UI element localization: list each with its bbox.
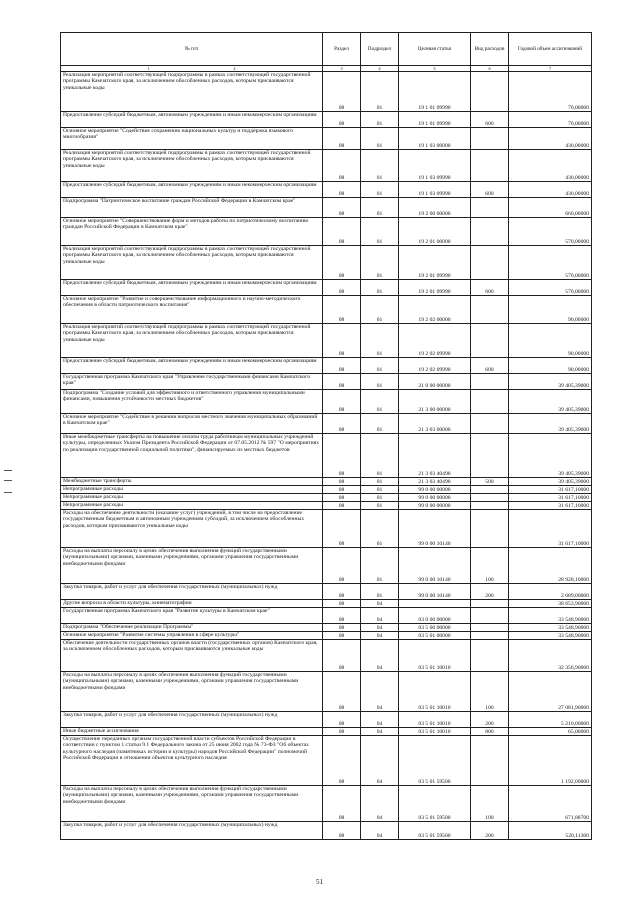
margin-mark <box>4 470 12 471</box>
row-amount: 31 617,10000 <box>509 494 592 502</box>
row-amount: 430,00000 <box>509 150 592 182</box>
row-name: Реализация мероприятий соответствующей подпрограммы в рамках соответствующей государственной программы Камчатского края, за исключением обособленных расходов, которым присваиваются уникальные коды <box>61 324 323 358</box>
row-expense-type <box>471 390 509 414</box>
row-name: Другие вопросы в области культуры, кинематографии <box>61 600 323 608</box>
row-podrazdel: 01 <box>361 128 399 150</box>
row-razdel: 08 <box>323 390 361 414</box>
row-expense-type <box>471 198 509 218</box>
row-name: Реализация мероприятий соответствующей подпрограммы в рамках соответствующей государственной программы Камчатского края, за исключением обособленных расходов, которым присваиваются уникальные коды <box>61 72 323 112</box>
row-podrazdel: 01 <box>361 358 399 374</box>
row-expense-type <box>471 600 509 608</box>
row-target-article: 03 5 01 59500 <box>399 736 471 786</box>
row-podrazdel: 04 <box>361 728 399 736</box>
row-amount: 520,11300 <box>509 822 592 840</box>
row-amount: 32 356,90000 <box>509 640 592 672</box>
row-podrazdel: 04 <box>361 640 399 672</box>
row-amount: 33 548,90000 <box>509 608 592 624</box>
row-name: Подпрограмма "Патриотическое воспитание граждан Российской Федерации в Камчатском крае" <box>61 198 323 218</box>
index-cell: 3 <box>323 66 361 72</box>
table-row <box>61 246 592 280</box>
row-name: Закупка товаров, работ и услуг для обеспечения государственных (муниципальных) нужд <box>61 712 323 728</box>
row-amount: 660,00000 <box>509 198 592 218</box>
row-target-article: 19 1 03 00000 <box>399 128 471 150</box>
row-expense-type <box>471 246 509 280</box>
row-name: Подпрограмма "Обеспечение реализации Программы" <box>61 624 323 632</box>
row-expense-type <box>471 736 509 786</box>
row-target-article: 03 0 00 00000 <box>399 608 471 624</box>
row-target-article: 19 2 01 09990 <box>399 280 471 296</box>
row-razdel: 08 <box>323 632 361 640</box>
row-target-article: 99 0 00 10140 <box>399 548 471 584</box>
row-target-article: 19 1 01 09990 <box>399 112 471 128</box>
row-expense-type: 200 <box>471 712 509 728</box>
table-row <box>61 510 592 548</box>
row-razdel: 08 <box>323 72 361 112</box>
row-name: Основное мероприятие "Развитие системы управления в сфере культуры" <box>61 632 323 640</box>
table-row <box>61 632 592 640</box>
row-podrazdel: 01 <box>361 72 399 112</box>
table-row <box>61 218 592 246</box>
row-podrazdel: 04 <box>361 600 399 608</box>
table-row <box>61 822 592 840</box>
row-target-article: 99 0 00 00000 <box>399 502 471 510</box>
row-razdel: 08 <box>323 414 361 434</box>
row-name: Расходы на выплаты персоналу в целях обеспечения выполнения функций государственными (муниципальными) органами, казенными учреждениями, органами управления государственными внебюджетными фондами <box>61 548 323 584</box>
row-amount: 28 928,10000 <box>509 548 592 584</box>
row-name: Государственная программа Камчатского края "Развитие культуры в Камчатском крае" <box>61 608 323 624</box>
row-name: Основное мероприятие "Развитие и совершенствование информационного и научно-методического обеспечения в области патриотического воспитания" <box>61 296 323 324</box>
row-name: Предоставление субсидий бюджетным, автономным учреждениям и иным некоммерческим организациям <box>61 182 323 198</box>
row-podrazdel: 01 <box>361 510 399 548</box>
budget-table <box>60 32 592 840</box>
row-podrazdel: 01 <box>361 434 399 478</box>
row-name: Основное мероприятие "Совершенствование форм и методов работы по патриотическому воспитанию граждан Российской Федерации в Камчатском крае" <box>61 218 323 246</box>
row-amount: 90,00000 <box>509 296 592 324</box>
row-name: Расходы на обеспечение деятельности (оказание услуг) учреждений, в том числе на предоставление государственным бюджетным и автономным учреждениям субсидий, за исключением обособленных расходов, которым присваиваются уникальные коды <box>61 510 323 548</box>
row-razdel: 08 <box>323 198 361 218</box>
row-expense-type: 600 <box>471 358 509 374</box>
row-amount: 1 192,00000 <box>509 736 592 786</box>
row-target-article: 21 3 03 00000 <box>399 414 471 434</box>
row-razdel: 08 <box>323 510 361 548</box>
row-razdel: 08 <box>323 640 361 672</box>
row-podrazdel: 01 <box>361 478 399 486</box>
table-body <box>61 72 592 840</box>
row-amount: 671,88700 <box>509 786 592 822</box>
row-target-article: 03 5 01 59500 <box>399 822 471 840</box>
row-podrazdel: 01 <box>361 112 399 128</box>
row-amount: 33 548,90000 <box>509 632 592 640</box>
row-razdel: 08 <box>323 786 361 822</box>
row-razdel: 08 <box>323 358 361 374</box>
col-header-name: № п/п <box>61 33 323 66</box>
row-expense-type: 200 <box>471 584 509 600</box>
table-row <box>61 624 592 632</box>
row-expense-type <box>471 414 509 434</box>
index-cell: 6 <box>471 66 509 72</box>
row-target-article: 03 5 01 00000 <box>399 632 471 640</box>
row-amount: 39 405,39000 <box>509 414 592 434</box>
row-razdel: 08 <box>323 280 361 296</box>
table-row <box>61 434 592 478</box>
row-expense-type <box>471 494 509 502</box>
row-amount: 70,00000 <box>509 112 592 128</box>
row-name: Межбюджетные трансферты <box>61 478 323 486</box>
row-target-article: 03 5 01 59500 <box>399 786 471 822</box>
col-header-podrazdel: Подраздел <box>361 33 399 66</box>
row-amount: 31 617,10000 <box>509 486 592 494</box>
row-expense-type <box>471 150 509 182</box>
table-row <box>61 584 592 600</box>
table-row <box>61 728 592 736</box>
table-row <box>61 198 592 218</box>
table-row <box>61 786 592 822</box>
row-name: Предоставление субсидий бюджетным, автономным учреждениям и иным некоммерческим организациям <box>61 280 323 296</box>
table-row <box>61 72 592 112</box>
row-podrazdel: 01 <box>361 414 399 434</box>
row-expense-type: 100 <box>471 672 509 712</box>
row-amount: 65,00000 <box>509 728 592 736</box>
row-target-article: 19 2 01 09990 <box>399 246 471 280</box>
row-razdel: 08 <box>323 712 361 728</box>
table-row <box>61 600 592 608</box>
row-expense-type: 600 <box>471 182 509 198</box>
index-cell: 5 <box>399 66 471 72</box>
table-row <box>61 736 592 786</box>
row-name: Иные бюджетные ассигнования <box>61 728 323 736</box>
row-target-article: 99 0 00 10140 <box>399 510 471 548</box>
row-amount: 39 405,39000 <box>509 434 592 478</box>
row-razdel: 08 <box>323 296 361 324</box>
row-podrazdel: 01 <box>361 150 399 182</box>
row-target-article: 03 5 01 10010 <box>399 640 471 672</box>
row-expense-type: 200 <box>471 822 509 840</box>
row-razdel: 08 <box>323 434 361 478</box>
row-name: Непрограммные расходы <box>61 494 323 502</box>
row-target-article: 99 0 00 00000 <box>399 486 471 494</box>
row-podrazdel: 01 <box>361 198 399 218</box>
row-name: Непрограммные расходы <box>61 486 323 494</box>
row-expense-type <box>471 624 509 632</box>
row-razdel: 08 <box>323 150 361 182</box>
row-target-article: 03 5 01 10010 <box>399 712 471 728</box>
row-amount: 39 405,39000 <box>509 374 592 390</box>
row-target-article: 21 0 00 00000 <box>399 374 471 390</box>
row-podrazdel: 04 <box>361 632 399 640</box>
row-expense-type <box>471 510 509 548</box>
row-name: Закупка товаров, работ и услуг для обеспечения государственных (муниципальных) нужд <box>61 584 323 600</box>
row-razdel: 08 <box>323 728 361 736</box>
row-razdel: 08 <box>323 672 361 712</box>
row-name: Иные межбюджетные трансферты на повышение оплаты труда работникам муниципальных учреждений культуры, определенных Указом Президента Российской Федерации от 07.05.2012 № 597 "О мероприятиях по реализации государственной социальной политики", финансируемых из местных бюджетов <box>61 434 323 478</box>
index-1: 1 <box>147 66 150 71</box>
row-razdel: 08 <box>323 736 361 786</box>
table-row <box>61 182 592 198</box>
col-header-target-article: Целевая статья <box>399 33 471 66</box>
margin-mark <box>4 492 12 493</box>
row-name: Реализация мероприятий соответствующей подпрограммы в рамках соответствующей государственной программы Камчатского края, за исключением обособленных расходов, которым присваиваются уникальные коды <box>61 150 323 182</box>
table-row <box>61 712 592 728</box>
row-target-article: 03 5 00 00000 <box>399 624 471 632</box>
row-razdel: 08 <box>323 502 361 510</box>
row-name: Расходы на выплаты персоналу в целях обеспечения выполнения функций государственными (муниципальными) органами, казенными учреждениями, органами управления государственными внебюджетными фондами <box>61 672 323 712</box>
row-razdel: 08 <box>323 624 361 632</box>
row-expense-type <box>471 640 509 672</box>
row-razdel: 08 <box>323 128 361 150</box>
index-2: 2 <box>233 66 236 71</box>
header-row <box>61 33 592 66</box>
row-podrazdel: 04 <box>361 608 399 624</box>
table-row <box>61 150 592 182</box>
row-podrazdel: 01 <box>361 374 399 390</box>
table-row <box>61 390 592 414</box>
row-target-article: 19 2 01 00000 <box>399 218 471 246</box>
row-name: Закупка товаров, работ и услуг для обеспечения государственных (муниципальных) нужд <box>61 822 323 840</box>
row-target-article: 19 2 02 09990 <box>399 324 471 358</box>
row-expense-type: 100 <box>471 548 509 584</box>
index-cell: 7 <box>509 66 592 72</box>
table-row <box>61 548 592 584</box>
table-row <box>61 112 592 128</box>
row-amount: 27 081,90000 <box>509 672 592 712</box>
row-podrazdel: 01 <box>361 548 399 584</box>
row-amount: 5 210,00000 <box>509 712 592 728</box>
row-target-article: 19 2 02 09990 <box>399 358 471 374</box>
row-amount: 570,00000 <box>509 218 592 246</box>
row-podrazdel: 01 <box>361 494 399 502</box>
row-razdel: 08 <box>323 324 361 358</box>
row-expense-type <box>471 296 509 324</box>
table-row <box>61 414 592 434</box>
row-target-article: 21 3 03 40490 <box>399 478 471 486</box>
table-row <box>61 478 592 486</box>
row-target-article: 03 5 01 10010 <box>399 728 471 736</box>
row-name: Основное мероприятие "Содействие в решении вопросов местного значения муниципальных образований в Камчатском крае" <box>61 414 323 434</box>
row-expense-type: 600 <box>471 280 509 296</box>
row-podrazdel: 01 <box>361 218 399 246</box>
row-name: Обеспечение деятельности государственных органов власти (государственных органов) Камчатского края, за исключением обособленных расходов, которым присваиваются уникальные коды <box>61 640 323 672</box>
row-amount: 2 689,00000 <box>509 584 592 600</box>
row-podrazdel: 01 <box>361 280 399 296</box>
row-razdel: 08 <box>323 600 361 608</box>
col-header-expense-type: Вид расходов <box>471 33 509 66</box>
row-target-article: 03 5 01 10010 <box>399 672 471 712</box>
row-razdel: 08 <box>323 246 361 280</box>
row-razdel: 08 <box>323 548 361 584</box>
row-razdel: 08 <box>323 486 361 494</box>
row-podrazdel: 01 <box>361 324 399 358</box>
row-expense-type <box>471 218 509 246</box>
row-expense-type <box>471 324 509 358</box>
row-target-article: 19 2 02 00000 <box>399 296 471 324</box>
row-razdel: 08 <box>323 112 361 128</box>
table-row <box>61 502 592 510</box>
row-name: Государственная программа Камчатского края "Управление государственными финансами Камчатского края" <box>61 374 323 390</box>
row-name: Осуществление переданных органам государственной власти субъектов Российской Федерации в соответствии с пунктом 1 статьи 9.1 Федерального закона от 25 июня 2002 года № 73-ФЗ "Об объектах культурного наследия (памятниках истории и культуры) народов Российской Федерации" полномочий Российской Федерации в отношении объектов культурного наследия <box>61 736 323 786</box>
row-podrazdel: 01 <box>361 296 399 324</box>
row-podrazdel: 04 <box>361 712 399 728</box>
row-amount: 90,00000 <box>509 358 592 374</box>
row-name: Непрограммные расходы <box>61 502 323 510</box>
row-target-article <box>399 600 471 608</box>
row-razdel: 08 <box>323 478 361 486</box>
row-expense-type <box>471 434 509 478</box>
row-podrazdel: 01 <box>361 390 399 414</box>
row-target-article: 19 1 03 09990 <box>399 150 471 182</box>
table-row <box>61 672 592 712</box>
row-expense-type <box>471 608 509 624</box>
row-amount: 90,00000 <box>509 324 592 358</box>
row-target-article: 99 0 00 00000 <box>399 494 471 502</box>
row-amount: 430,00000 <box>509 182 592 198</box>
row-name: Подпрограмма "Создание условий для эффективного и ответственного управления муниципальными финансами, повышения устойчивости местных бюджетов" <box>61 390 323 414</box>
row-amount: 33 548,90000 <box>509 624 592 632</box>
col-header-razdel: Раздел <box>323 33 361 66</box>
row-name: Основное мероприятие "Содействие сохранению национальных культур и поддержка языкового многообразия" <box>61 128 323 150</box>
row-target-article: 21 3 03 40490 <box>399 434 471 478</box>
row-target-article: 21 3 00 00000 <box>399 390 471 414</box>
table-row <box>61 494 592 502</box>
row-expense-type: 800 <box>471 728 509 736</box>
row-expense-type <box>471 72 509 112</box>
row-expense-type <box>471 502 509 510</box>
row-podrazdel: 01 <box>361 246 399 280</box>
row-amount: 570,00000 <box>509 246 592 280</box>
row-podrazdel: 04 <box>361 624 399 632</box>
row-expense-type <box>471 128 509 150</box>
table-row <box>61 358 592 374</box>
table-row <box>61 128 592 150</box>
row-amount: 570,00000 <box>509 280 592 296</box>
row-podrazdel: 01 <box>361 502 399 510</box>
row-amount: 70,00000 <box>509 72 592 112</box>
margin-mark <box>4 480 12 481</box>
row-podrazdel: 01 <box>361 182 399 198</box>
row-podrazdel: 04 <box>361 672 399 712</box>
table-row <box>61 280 592 296</box>
row-name: Предоставление субсидий бюджетным, автономным учреждениям и иным некоммерческим организациям <box>61 358 323 374</box>
row-name: Реализация мероприятий соответствующей подпрограммы в рамках соответствующей государственной программы Камчатского края, за исключением обособленных расходов, которым присваиваются уникальные коды <box>61 246 323 280</box>
row-razdel: 08 <box>323 494 361 502</box>
row-razdel: 08 <box>323 608 361 624</box>
row-razdel: 08 <box>323 182 361 198</box>
row-amount: 31 617,10000 <box>509 510 592 548</box>
row-podrazdel: 04 <box>361 786 399 822</box>
row-amount: 39 405,39000 <box>509 478 592 486</box>
row-target-article: 19 1 01 09990 <box>399 72 471 112</box>
row-amount: 430,00000 <box>509 128 592 150</box>
table-row <box>61 324 592 358</box>
row-amount: 39 405,39000 <box>509 390 592 414</box>
index-cell: 4 <box>361 66 399 72</box>
row-amount: 31 617,10000 <box>509 502 592 510</box>
table-row <box>61 486 592 494</box>
row-podrazdel: 01 <box>361 584 399 600</box>
page-number: 51 <box>316 878 323 886</box>
row-target-article: 19 2 00 00000 <box>399 198 471 218</box>
row-amount: 38 653,90000 <box>509 600 592 608</box>
table-row <box>61 640 592 672</box>
row-podrazdel: 04 <box>361 822 399 840</box>
row-name: Предоставление субсидий бюджетным, автономным учреждениям и иным некоммерческим организациям <box>61 112 323 128</box>
row-razdel: 08 <box>323 374 361 390</box>
row-target-article: 99 0 00 10140 <box>399 584 471 600</box>
row-expense-type <box>471 486 509 494</box>
row-podrazdel: 01 <box>361 486 399 494</box>
row-expense-type <box>471 374 509 390</box>
table-row <box>61 374 592 390</box>
row-expense-type: 600 <box>471 112 509 128</box>
row-expense-type: 500 <box>471 478 509 486</box>
row-expense-type <box>471 632 509 640</box>
row-podrazdel: 04 <box>361 736 399 786</box>
table-row <box>61 296 592 324</box>
row-expense-type: 100 <box>471 786 509 822</box>
table-row <box>61 608 592 624</box>
row-target-article: 19 1 03 09990 <box>399 182 471 198</box>
row-name: Расходы на выплаты персоналу в целях обеспечения выполнения функций государственными (муниципальными) органами, казенными учреждениями, органами управления государственными внебюджетными фондами <box>61 786 323 822</box>
row-razdel: 08 <box>323 218 361 246</box>
row-razdel: 08 <box>323 584 361 600</box>
row-razdel: 08 <box>323 822 361 840</box>
col-header-annual-volume: Годовой объем ассигнований <box>509 33 592 66</box>
